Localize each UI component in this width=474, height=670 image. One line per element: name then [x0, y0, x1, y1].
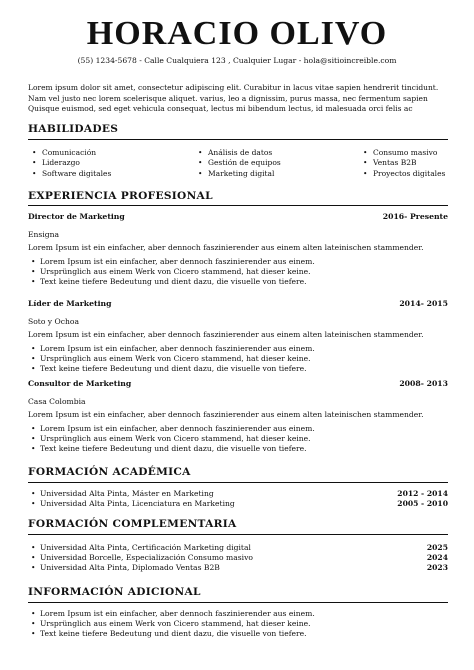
- complementary-text: Universidad Alta Pinta, Diplomado Ventas B2B: [40, 563, 220, 573]
- job-bullets: [28, 257, 448, 288]
- additional-item: • Lorem Ipsum ist ein einfacher, aber dennoch faszinierender aus einem.: [28, 609, 448, 619]
- complementary-text: Universidad Borcelle, Especialización Consumo masivo: [40, 553, 253, 563]
- complementary-text: Universidad Alta Pinta, Certificación Marketing digital: [40, 543, 251, 552]
- job-entry: [28, 211, 448, 287]
- complementary-divider: [28, 534, 448, 535]
- skill-item: • Gestión de equipos: [194, 158, 281, 168]
- skills-column-3: [359, 148, 445, 179]
- job-dates: 2016- Presente: [382, 212, 448, 221]
- job-description: Lorem Ipsum ist ein einfacher, aber dennoch faszinierender aus einem alten lateinischen stammender.: [28, 330, 424, 339]
- complementary-year: 2024: [426, 553, 448, 563]
- complementary-year: 2025: [426, 543, 448, 552]
- additional-divider: [28, 602, 448, 603]
- job-bullet: • Text keine tiefere Bedeutung und dient dazu, die visuelle von tiefere.: [28, 444, 448, 454]
- additional-item: • Ursprünglich aus einem Werk von Cicero stammend, hat dieser keine.: [28, 619, 448, 629]
- job-bullet: • Lorem Ipsum ist ein einfacher, aber dennoch faszinierender aus einem.: [28, 257, 448, 267]
- job-bullet: • Ursprünglich aus einem Werk von Cicero stammend, hat dieser keine.: [28, 354, 448, 364]
- job-entry: [28, 298, 448, 374]
- job-title: Director de Marketing: [28, 212, 125, 221]
- job-company: Ensigna: [28, 230, 60, 239]
- additional-item: • Text keine tiefere Bedeutung und dient dazu, die visuelle von tiefere.: [28, 629, 448, 639]
- skill-item: • Consumo masivo: [359, 148, 445, 158]
- additional-list: [28, 609, 448, 640]
- education-text: Universidad Alta Pinta, Máster en Marketing: [40, 489, 214, 498]
- job-company: Casa Colombia: [28, 397, 86, 406]
- skills-divider: [28, 139, 448, 140]
- skills-column-1: [28, 148, 111, 179]
- education-years: 2005 - 2010: [397, 499, 448, 509]
- skill-item: • Ventas B2B: [359, 158, 445, 168]
- experience-divider: [28, 205, 448, 206]
- additional-heading: INFORMACIÓN ADICIONAL: [28, 586, 201, 598]
- job-description: Lorem Ipsum ist ein einfacher, aber dennoch faszinierender aus einem alten lateinischen stammender.: [28, 243, 424, 252]
- skills-heading: HABILIDADES: [28, 123, 119, 135]
- candidate-name: HORACIO OLIVO: [86, 15, 388, 52]
- education-text: Universidad Alta Pinta, Licenciatura en Marketing: [40, 499, 235, 509]
- job-bullet: • Ursprünglich aus einem Werk von Cicero stammend, hat dieser keine.: [28, 267, 448, 277]
- complementary-item: [28, 543, 448, 553]
- education-item: [28, 499, 448, 509]
- job-bullet: • Text keine tiefere Bedeutung und dient dazu, die visuelle von tiefere.: [28, 277, 448, 287]
- job-bullets: [28, 344, 448, 375]
- experience-heading: EXPERIENCIA PROFESIONAL: [28, 190, 213, 202]
- profile-summary: Lorem ipsum dolor sit amet, consectetur adipiscing elit. Curabitur in lacus vitae sapien hendrerit tincidunt. Nam vel justo nec lorem scelerisque aliquet. varius, leo a dignissim, purus massa, nec fermentum sapien Quisque euismod, sed eget vehicula consequat, lectus mi bibendum lectus, id malesuada orci felis ac: [28, 83, 439, 113]
- skill-item: • Comunicación: [28, 148, 111, 158]
- complementary-item: [28, 553, 448, 563]
- job-company: Soto y Ochoa: [28, 317, 79, 326]
- contact-line: (55) 1234-5678 - Calle Cualquiera 123 , Cualquier Lugar - hola@sitioincreible.com: [77, 56, 397, 65]
- job-bullet: • Text keine tiefere Bedeutung und dient dazu, die visuelle von tiefere.: [28, 364, 448, 374]
- complementary-item: [28, 563, 448, 573]
- job-title: Líder de Marketing: [28, 299, 112, 308]
- job-bullets: [28, 424, 448, 455]
- job-description: Lorem Ipsum ist ein einfacher, aber dennoch faszinierender aus einem alten lateinischen stammender.: [28, 410, 424, 419]
- skill-item: • Proyectos digitales: [359, 169, 445, 179]
- job-entry: [28, 378, 448, 454]
- complementary-heading: FORMACIÓN COMPLEMENTARIA: [28, 518, 237, 530]
- education-divider: [28, 482, 448, 483]
- skill-item: • Marketing digital: [194, 169, 281, 179]
- job-dates: 2014- 2015: [399, 299, 448, 308]
- complementary-year: 2023: [426, 563, 448, 573]
- skill-item: • Liderazgo: [28, 158, 111, 168]
- job-dates: 2008- 2013: [399, 379, 448, 388]
- job-bullet: • Lorem Ipsum ist ein einfacher, aber dennoch faszinierender aus einem.: [28, 344, 448, 354]
- education-item: [28, 489, 448, 499]
- education-years: 2012 - 2014: [397, 489, 448, 498]
- education-list: [28, 489, 448, 509]
- education-heading: FORMACIÓN ACADÉMICA: [28, 466, 191, 478]
- job-bullet: • Ursprünglich aus einem Werk von Cicero stammend, hat dieser keine.: [28, 434, 448, 444]
- complementary-list: [28, 543, 448, 574]
- skill-item: • Software digitales: [28, 169, 111, 179]
- skill-item: • Análisis de datos: [194, 148, 281, 158]
- skills-column-2: [194, 148, 281, 179]
- job-title: Consultor de Marketing: [28, 379, 132, 388]
- job-bullet: • Lorem Ipsum ist ein einfacher, aber dennoch faszinierender aus einem.: [28, 424, 448, 434]
